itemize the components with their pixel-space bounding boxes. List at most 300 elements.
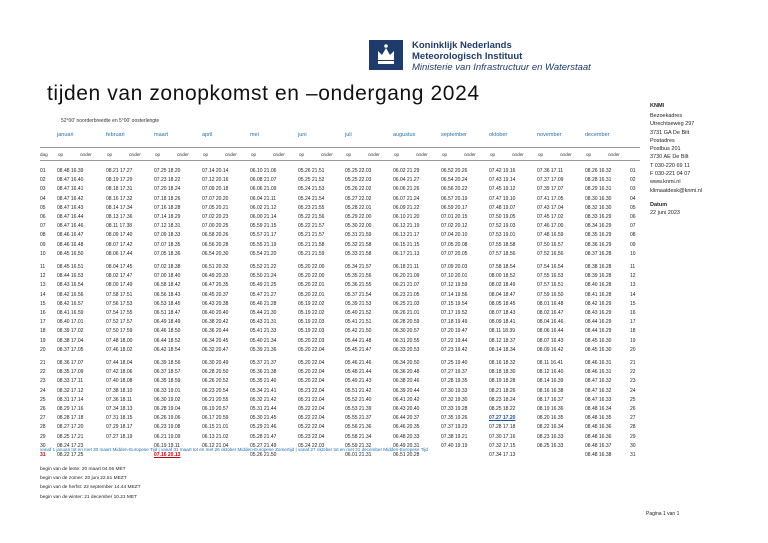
- header-divider: [40, 147, 640, 148]
- sun-times-cell: 08.11 16.41: [537, 360, 564, 366]
- sun-times-cell: 05.28 21.47: [250, 433, 277, 440]
- sun-times-cell: 08.29 16.31: [585, 186, 612, 193]
- sun-times-cell: 08.33 16.29: [585, 214, 612, 220]
- day-number: 23: [630, 378, 636, 385]
- sun-times-cell: 08.45 16.51: [57, 264, 84, 270]
- page-title: tijden van zonopkomst en –ondergang 2024: [47, 82, 480, 105]
- sun-times-cell: 08.27 17.20: [57, 424, 84, 431]
- month-header: december: [585, 132, 610, 138]
- sun-times-cell: 08.22 16.34: [537, 424, 564, 431]
- day-header: dag: [40, 152, 48, 157]
- day-number: 14: [630, 291, 636, 298]
- address-line: F 030-221 04 07: [650, 171, 691, 178]
- sun-times-cell: 06.30 20.49: [202, 360, 229, 366]
- sun-times-cell: 08.32 16.30: [585, 204, 612, 211]
- day-number: 04: [40, 195, 46, 202]
- subheader-divider: [40, 160, 640, 161]
- sun-times-cell: 05.35 21.56: [345, 273, 372, 280]
- sun-times-cell: 07.14 20.14: [202, 168, 229, 174]
- day-number: 31: [40, 452, 46, 458]
- sun-times-cell: 07.37 17.09: [537, 177, 564, 184]
- address-block: [650, 112, 702, 218]
- sun-times-cell: 05.26 22.02: [345, 186, 372, 193]
- sun-times-cell: 08.04 17.45: [106, 264, 133, 270]
- sun-times-cell: 08.21 17.27: [106, 168, 133, 174]
- sun-times-cell: 05.40 21.52: [345, 310, 372, 316]
- sun-times-cell: 08.04 18.47: [489, 291, 516, 298]
- sun-times-cell: 07.55 18.58: [489, 241, 516, 248]
- sun-times-cell: 05.30 22.00: [345, 223, 372, 230]
- sun-times-cell: 05.21 22.04: [298, 387, 325, 394]
- sun-times-cell: 06.08 21.07: [250, 177, 277, 184]
- sun-times-cell: 08.29 17.16: [57, 406, 84, 412]
- sun-times-cell: 08.40 16.28: [585, 282, 612, 289]
- sunrise-header: op: [155, 152, 161, 157]
- sun-times-cell: 08.32 17.12: [57, 387, 84, 394]
- day-number: 28: [40, 424, 46, 431]
- day-number: 10: [40, 250, 46, 257]
- sun-times-cell: 05.22 21.56: [298, 214, 325, 220]
- sun-times-cell: 06.33 20.53: [393, 346, 420, 353]
- sun-times-cell: 08.48 16.35: [585, 415, 612, 422]
- day-number: 21: [630, 360, 636, 366]
- sun-times-cell: 08.48 16.38: [585, 452, 612, 458]
- sun-times-cell: 05.47 21.27: [250, 291, 277, 298]
- sun-times-cell: 05.20 22.04: [298, 346, 325, 353]
- sun-times-cell: 08.47 16.33: [585, 396, 612, 403]
- sun-times-cell: 08.14 16.39: [537, 378, 564, 385]
- sun-times-cell: 07.45 17.02: [537, 214, 564, 220]
- day-number: 29: [630, 433, 636, 440]
- day-number: 11: [40, 264, 46, 270]
- sun-times-cell: 06.15 21.15: [393, 241, 420, 248]
- sun-times-cell: 07.14 19.56: [441, 291, 468, 298]
- sun-times-cell: 05.43 21.31: [250, 319, 277, 326]
- sun-times-cell: 08.17 16.37: [537, 396, 564, 403]
- sun-times-cell: 08.22 17.25: [57, 452, 84, 458]
- sun-times-cell: 06.39 18.56: [154, 360, 181, 366]
- sun-times-cell: 06.17 21.13: [393, 250, 420, 257]
- sun-times-cell: 05.59 21.15: [250, 223, 277, 230]
- sun-times-cell: 07.56 17.53: [106, 300, 133, 307]
- sun-times-cell: 08.23 18.24: [489, 396, 516, 403]
- sun-times-cell: 07.18 18.26: [154, 195, 181, 202]
- season-note: begin van de winter: 21 december 10.21 MET: [40, 494, 138, 500]
- sun-times-cell: 06.38 20.46: [393, 378, 420, 385]
- sun-times-cell: 08.47 16.40: [57, 177, 84, 184]
- sun-times-cell: 07.48 19.07: [489, 204, 516, 211]
- sun-times-cell: 07.15 19.54: [441, 300, 468, 307]
- month-header: april: [202, 132, 213, 138]
- sun-times-cell: 07.12 18.31: [154, 223, 181, 230]
- sun-times-cell: 08.26 16.32: [585, 168, 612, 174]
- sun-times-cell: 08.28 16.31: [585, 177, 612, 184]
- sun-times-cell: 08.40 17.01: [57, 319, 84, 326]
- sun-times-cell: 05.22 22.04: [298, 424, 325, 431]
- sun-times-cell: 06.46 18.50: [154, 328, 181, 335]
- sun-times-cell: 07.58 17.51: [106, 291, 133, 298]
- sun-times-cell: 08.47 16.42: [57, 195, 84, 202]
- sun-times-cell: 06.06 21.09: [250, 186, 277, 193]
- sunset-header: onder: [321, 152, 333, 157]
- sun-times-cell: 06.26 20.52: [202, 378, 229, 385]
- day-number: 14: [40, 291, 46, 298]
- sun-times-cell: 06.09 21.22: [393, 204, 420, 211]
- sun-times-cell: 06.56 18.43: [154, 291, 181, 298]
- sun-times-cell: 07.46 17.00: [537, 223, 564, 230]
- sun-times-cell: 08.48 16.36: [585, 433, 612, 440]
- crown-logo-icon: [369, 40, 403, 70]
- sun-times-cell: 06.53 18.45: [154, 300, 181, 307]
- sun-times-cell: 07.30 19.33: [441, 387, 468, 394]
- day-number: 26: [40, 406, 46, 412]
- sun-times-cell: 08.02 18.49: [489, 282, 516, 289]
- day-number: 07: [40, 223, 46, 230]
- sun-times-cell: 05.51 21.42: [345, 387, 372, 394]
- sun-times-cell: 05.36 21.38: [250, 369, 277, 376]
- season-note: begin van de zomer: 20 juni 22.51 MEZT: [40, 476, 127, 482]
- day-number: 19: [40, 337, 46, 344]
- sun-times-cell: 08.33 17.11: [57, 378, 84, 385]
- sun-times-cell: 07.16 20.13: [154, 452, 181, 458]
- sun-times-cell: 08.36 16.29: [585, 241, 612, 248]
- sun-times-cell: 07.20 19.47: [441, 328, 468, 335]
- sun-times-cell: 06.41 20.42: [393, 396, 420, 403]
- sun-times-cell: 08.42 16.57: [57, 300, 84, 307]
- sun-times-cell: 07.02 18.38: [154, 264, 181, 270]
- month-header: augustus: [393, 132, 416, 138]
- sun-times-cell: 05.27 22.02: [345, 195, 372, 202]
- sun-times-cell: 08.14 17.34: [106, 204, 133, 211]
- sun-times-cell: 06.28 19.04: [154, 406, 181, 412]
- sun-times-cell: 08.21 18.26: [489, 387, 516, 394]
- sun-times-cell: 06.45 20.37: [202, 291, 229, 298]
- sun-times-cell: 06.13 21.17: [393, 232, 420, 239]
- sun-times-cell: 05.22 22.04: [298, 415, 325, 422]
- sun-times-cell: 08.38 16.28: [585, 264, 612, 270]
- sun-times-cell: 06.36 20.44: [202, 328, 229, 335]
- sun-times-cell: 07.47 19.10: [489, 195, 516, 202]
- sun-times-cell: 05.39 21.36: [250, 346, 277, 353]
- sun-times-cell: 05.25 21.52: [298, 177, 325, 184]
- sun-times-cell: 07.18 19.49: [441, 319, 468, 326]
- sun-times-cell: 08.42 16.29: [585, 300, 612, 307]
- sun-times-cell: 08.48 16.39: [57, 168, 84, 174]
- sun-times-cell: 07.05 20.21: [202, 204, 229, 211]
- sun-times-cell: 08.44 16.29: [585, 319, 612, 326]
- sun-times-cell: 07.23 19.42: [441, 346, 468, 353]
- sunrise-header: op: [107, 152, 113, 157]
- sun-times-cell: 05.55 21.37: [345, 415, 372, 422]
- sun-times-cell: 08.06 17.44: [106, 250, 133, 257]
- day-number: 17: [40, 319, 46, 326]
- sun-times-cell: 08.07 18.43: [489, 310, 516, 316]
- timezone-legend: vanaf 1 januari tot en met 30 maart Midden-Europese Tijd | vanaf 31 maart tot en met 26 oktober Midden-Europese Zomertijd | vanaf 27 oktober tot en met 31 december Midden-Europese Tijd: [40, 447, 428, 452]
- sun-times-cell: 08.25 16.33: [537, 442, 564, 449]
- sun-times-cell: 08.46 16.31: [585, 369, 612, 376]
- day-number: 29: [40, 433, 46, 440]
- day-number: 05: [630, 204, 636, 211]
- sun-times-cell: 08.47 16.41: [57, 186, 84, 193]
- sun-times-cell: 08.43 16.29: [585, 310, 612, 316]
- sun-times-cell: 06.49 20.33: [202, 273, 229, 280]
- day-number: 20: [630, 346, 636, 353]
- day-number: 30: [630, 442, 636, 449]
- sunset-header: onder: [416, 152, 428, 157]
- day-number: 01: [40, 168, 46, 174]
- day-number: 25: [40, 396, 46, 403]
- sun-times-cell: 06.31 20.55: [393, 337, 420, 344]
- month-header: juni: [298, 132, 307, 138]
- sun-times-cell: 05.31 21.44: [250, 406, 277, 412]
- sun-times-cell: 05.32 21.58: [345, 241, 372, 248]
- sun-times-cell: 08.41 16.28: [585, 291, 612, 298]
- sun-times-cell: 08.09 17.40: [106, 232, 133, 239]
- sun-times-cell: 08.39 16.28: [585, 273, 612, 280]
- sun-times-cell: 07.22 19.44: [441, 337, 468, 344]
- day-number: 15: [40, 300, 46, 307]
- sun-times-cell: 05.22 22.04: [298, 406, 325, 412]
- sun-times-cell: 08.14 18.34: [489, 346, 516, 353]
- address-line: 3731 GA De Bilt: [650, 129, 690, 136]
- sun-times-cell: 08.48 16.36: [585, 424, 612, 431]
- org-name: KNMI: [650, 103, 665, 109]
- sun-times-cell: 07.12 19.59: [441, 282, 468, 289]
- sun-times-cell: 05.37 21.54: [345, 291, 372, 298]
- sun-times-cell: 06.56 20.22: [441, 186, 468, 193]
- sun-times-cell: 07.10 20.01: [441, 273, 468, 280]
- sun-times-cell: 06.10 21.06: [250, 168, 277, 174]
- sun-times-cell: 05.44 21.48: [345, 337, 372, 344]
- sun-times-cell: 06.02 21.12: [250, 204, 277, 211]
- sun-times-cell: 07.28 17.18: [489, 424, 516, 431]
- sun-times-cell: 06.30 19.02: [154, 396, 181, 403]
- sun-times-cell: 08.46 16.47: [57, 232, 84, 239]
- address-line[interactable]: www.knmi.nl: [650, 179, 681, 186]
- sun-times-cell: 06.33 19.01: [154, 387, 181, 394]
- sun-times-cell: 07.52 16.56: [537, 250, 564, 257]
- day-number: 22: [40, 369, 46, 376]
- sun-times-cell: 05.42 21.50: [345, 328, 372, 335]
- sun-times-cell: 05.21 21.57: [298, 232, 325, 239]
- day-number: 04: [630, 195, 636, 202]
- address-line[interactable]: klimaatdesk@knmi.nl: [650, 187, 703, 194]
- coordinates-subtitle: 52°00' noorderbreedte en 5°00' oosterlengte: [61, 118, 160, 124]
- sunrise-header: op: [58, 152, 64, 157]
- sun-times-cell: 05.58 21.34: [345, 433, 372, 440]
- sun-times-cell: 08.19 17.29: [106, 177, 133, 184]
- sunset-header: onder: [608, 152, 620, 157]
- sun-times-cell: 08.02 17.47: [106, 273, 133, 280]
- day-number: 09: [40, 241, 46, 248]
- sun-times-cell: 07.32 17.15: [489, 442, 516, 449]
- day-number: 12: [40, 273, 46, 280]
- sun-times-cell: 07.30 17.16: [489, 433, 516, 440]
- sun-times-cell: 05.35 21.40: [250, 378, 277, 385]
- sun-times-cell: 06.54 20.30: [202, 250, 229, 257]
- logo-text: [412, 40, 591, 73]
- sun-times-cell: 05.20 22.00: [298, 273, 325, 280]
- sun-times-cell: 06.51 20.28: [393, 452, 420, 458]
- sun-times-cell: 08.05 18.45: [489, 300, 516, 307]
- sun-times-cell: 07.57 16.51: [537, 282, 564, 289]
- sun-times-cell: 07.25 19.40: [441, 360, 468, 366]
- day-number: 02: [630, 177, 636, 184]
- sun-times-cell: 07.32 19.30: [441, 396, 468, 403]
- logo-ministry: Ministerie van Infrastructuur en Waterstaat: [412, 62, 591, 73]
- sunrise-header: op: [203, 152, 209, 157]
- date-value: 22 juni 2023: [650, 210, 680, 217]
- sun-times-cell: 05.23 22.04: [298, 433, 325, 440]
- sun-times-cell: 05.26 21.50: [250, 452, 277, 458]
- sun-times-cell: 08.16 18.32: [489, 360, 516, 366]
- sunset-header: onder: [273, 152, 285, 157]
- sunset-header: onder: [560, 152, 572, 157]
- sun-times-cell: 08.47 16.43: [57, 204, 84, 211]
- sun-times-cell: 05.41 21.51: [345, 319, 372, 326]
- sun-times-cell: 07.07 18.35: [154, 241, 181, 248]
- sun-times-cell: 06.56 20.28: [202, 241, 229, 248]
- day-number: 01: [630, 168, 636, 174]
- sun-times-cell: 07.55 16.53: [537, 273, 564, 280]
- sun-times-cell: 08.38 17.04: [57, 337, 84, 344]
- sun-times-cell: 06.12 21.04: [202, 442, 229, 449]
- sun-times-cell: 07.05 18.36: [154, 250, 181, 257]
- sun-times-cell: 05.34 21.57: [345, 264, 372, 270]
- day-number: 06: [630, 214, 636, 220]
- sun-times-cell: 06.23 19.08: [154, 424, 181, 431]
- sun-times-cell: 05.54 21.20: [250, 250, 277, 257]
- sun-times-cell: 05.23 21.55: [298, 204, 325, 211]
- sun-times-cell: 06.49 18.49: [154, 319, 181, 326]
- sun-times-cell: 05.20 22.01: [298, 282, 325, 289]
- sun-times-cell: 08.47 16.32: [585, 378, 612, 385]
- sunrise-header: op: [442, 152, 448, 157]
- sun-times-cell: 05.24 21.54: [298, 195, 325, 202]
- sun-times-cell: 07.48 16.59: [537, 232, 564, 239]
- day-number: 21: [40, 360, 46, 366]
- sun-times-cell: 05.19 22.03: [298, 328, 325, 335]
- sun-times-cell: 08.06 16.44: [537, 328, 564, 335]
- day-number: 24: [40, 387, 46, 394]
- sun-times-cell: 05.20 22.04: [298, 369, 325, 376]
- day-number: 09: [630, 241, 636, 248]
- month-header: mei: [250, 132, 259, 138]
- sun-times-cell: 06.32 20.47: [202, 346, 229, 353]
- day-number: 23: [40, 378, 46, 385]
- sun-times-cell: 08.43 16.54: [57, 282, 84, 289]
- sun-times-cell: 06.49 20.31: [393, 442, 420, 449]
- sun-times-cell: 05.21 21.58: [298, 241, 325, 248]
- sun-times-cell: 08.34 16.29: [585, 223, 612, 230]
- sun-times-cell: 07.48 18.00: [106, 337, 133, 344]
- sun-times-cell: 08.00 17.49: [106, 282, 133, 289]
- sun-times-cell: 07.41 17.05: [537, 195, 564, 202]
- sun-times-cell: 08.31 17.14: [57, 396, 84, 403]
- day-number: 11: [630, 264, 636, 270]
- sun-times-cell: 08.45 16.30: [585, 346, 612, 353]
- sunset-header: onder: [177, 152, 189, 157]
- sun-times-cell: 06.59 20.17: [441, 204, 468, 211]
- sun-times-cell: 05.29 22.00: [345, 214, 372, 220]
- day-number: 31: [630, 452, 636, 458]
- day-number: 08: [630, 232, 636, 239]
- sun-times-cell: 06.25 21.03: [393, 300, 420, 307]
- sun-times-cell: 08.44 16.53: [57, 273, 84, 280]
- sunrise-header: op: [538, 152, 544, 157]
- sun-times-cell: 05.41 21.33: [250, 328, 277, 335]
- sun-times-cell: 05.24 22.03: [298, 442, 325, 449]
- season-notes: [40, 465, 141, 502]
- sun-times-cell: 05.52 21.40: [345, 396, 372, 403]
- sun-times-cell: 07.29 18.17: [106, 424, 133, 431]
- sun-times-cell: 06.04 21.11: [250, 195, 277, 202]
- sun-times-cell: 08.37 17.05: [57, 346, 84, 353]
- date-label: Datum: [650, 201, 668, 208]
- sun-times-cell: 06.26 21.01: [393, 310, 420, 316]
- sun-times-cell: 05.29 21.46: [250, 424, 277, 431]
- sun-times-cell: 08.48 16.37: [585, 442, 612, 449]
- day-number: 30: [40, 442, 46, 449]
- sun-times-cell: 06.13 21.02: [202, 433, 229, 440]
- sun-times-cell: 07.28 19.35: [441, 378, 468, 385]
- sun-times-cell: 07.58 18.54: [489, 264, 516, 270]
- sun-times-cell: 05.56 21.36: [345, 424, 372, 431]
- sun-times-cell: 07.36 18.11: [106, 396, 133, 403]
- sun-times-cell: 08.28 17.18: [57, 415, 84, 422]
- sun-times-cell: 05.39 21.53: [345, 300, 372, 307]
- month-header: maart: [154, 132, 169, 138]
- sun-times-cell: 07.27 17.20: [489, 415, 516, 422]
- sun-times-cell: 07.57 18.56: [489, 250, 516, 257]
- sun-times-cell: 05.50 21.24: [250, 273, 277, 280]
- sun-times-cell: 07.17 19.52: [441, 310, 468, 316]
- sun-times-cell: 07.39 17.07: [537, 186, 564, 193]
- sun-times-cell: 08.37 16.28: [585, 250, 612, 257]
- sun-times-cell: 07.34 17.13: [489, 452, 516, 458]
- sun-times-cell: 06.21 21.07: [393, 282, 420, 289]
- sun-times-cell: 05.21 22.04: [298, 396, 325, 403]
- sun-times-cell: 07.50 19.05: [489, 214, 516, 220]
- sun-times-cell: 07.54 17.55: [106, 310, 133, 316]
- sun-times-cell: 06.06 21.26: [393, 186, 420, 193]
- sun-times-cell: 08.41 16.59: [57, 310, 84, 316]
- sun-times-cell: 06.21 20.55: [202, 396, 229, 403]
- sun-times-cell: 07.40 18.08: [106, 378, 133, 385]
- sun-times-cell: 07.46 18.02: [106, 346, 133, 353]
- sun-times-cell: 05.49 21.25: [250, 282, 277, 289]
- sun-times-cell: 07.43 17.04: [537, 204, 564, 211]
- sun-times-cell: 08.12 16.40: [537, 369, 564, 376]
- sun-times-cell: 05.57 21.17: [250, 232, 277, 239]
- sun-times-cell: 08.01 16.48: [537, 300, 564, 307]
- day-number: 12: [630, 273, 636, 280]
- sun-times-cell: 06.23 21.05: [393, 291, 420, 298]
- sun-times-cell: 08.25 18.22: [489, 406, 516, 412]
- day-number: 10: [630, 250, 636, 257]
- month-header: september: [441, 132, 467, 138]
- address-line: Postbus 201: [650, 146, 681, 153]
- sun-times-cell: 08.13 17.36: [106, 214, 133, 220]
- sun-times-cell: 07.09 20.03: [441, 264, 468, 270]
- address-line: Utrechtseweg 297: [650, 121, 695, 128]
- sun-times-cell: 05.46 21.46: [345, 360, 372, 366]
- sun-times-cell: 07.38 18.10: [106, 387, 133, 394]
- sun-times-cell: 06.12 21.19: [393, 223, 420, 230]
- sunrise-header: op: [251, 152, 257, 157]
- month-header: november: [537, 132, 562, 138]
- sun-times-cell: 06.38 20.42: [202, 319, 229, 326]
